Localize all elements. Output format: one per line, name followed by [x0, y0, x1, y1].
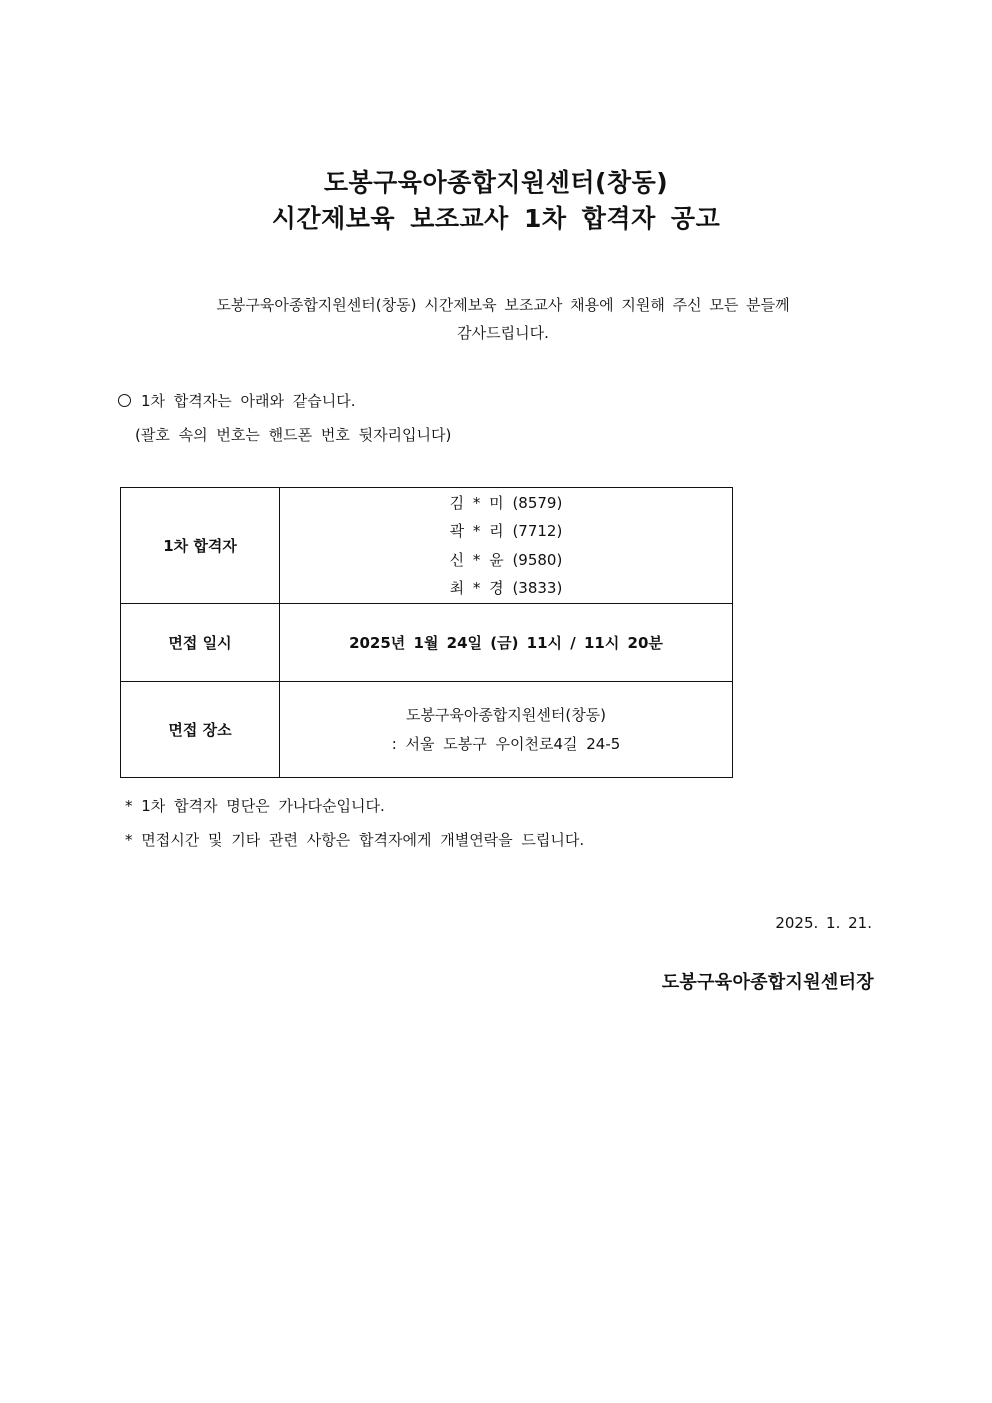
notice-bullet	[118, 390, 356, 411]
passer-item: 최 * 경 (3833)	[449, 579, 563, 597]
signature-issuer: 도봉구육아종합지원센터장	[661, 972, 874, 993]
table-row-place	[121, 682, 733, 778]
place-line-1: 도봉구육아종합지원센터(창동)	[405, 705, 607, 724]
passers-list	[280, 488, 733, 604]
passer-item: 신 * 윤 (9580)	[449, 550, 563, 569]
note-2: * 면접시간 및 기타 관련 사항은 합격자에게 개별연락을 드립니다.	[125, 831, 585, 849]
interview-date-value: 2025년 1월 24일 (금) 11시 / 11시 20분	[280, 604, 733, 682]
notice-bullet-text: 1차 합격자는 아래와 같습니다.	[141, 392, 356, 410]
announcement-date: 2025. 1. 21.	[775, 914, 872, 932]
interview-place-label: 면접 장소	[121, 682, 280, 778]
passers-label: 1차 합격자	[121, 488, 280, 604]
place-line-2: : 서울 도봉구 우이천로4길 24-5	[391, 734, 621, 753]
document-subtitle: 시간제보육 보조교사 1차 합격자 공고	[271, 204, 721, 233]
notice-subtext: (괄호 속의 번호는 핸드폰 번호 뒷자리입니다)	[135, 426, 452, 444]
table-row-passers	[121, 488, 733, 604]
interview-place-value	[280, 682, 733, 778]
result-table	[120, 487, 733, 778]
table-row-date	[121, 604, 733, 682]
intro-paragraph	[0, 291, 992, 347]
document-title: 도봉구육아종합지원센터(창동)	[323, 168, 669, 197]
interview-date-label: 면접 일시	[121, 604, 280, 682]
passer-item: 김 * 미 (8579)	[449, 493, 563, 512]
intro-line-1: 도봉구육아종합지원센터(창동) 시간제보육 보조교사 채용에 지원해 주신 모든 분들께	[216, 296, 790, 314]
intro-line-2: 감사드립니다.	[457, 324, 549, 342]
circle-bullet-icon	[118, 394, 131, 407]
note-1: * 1차 합격자 명단은 가나다순입니다.	[125, 797, 385, 815]
passer-item: 곽 * 리 (7712)	[449, 522, 563, 540]
